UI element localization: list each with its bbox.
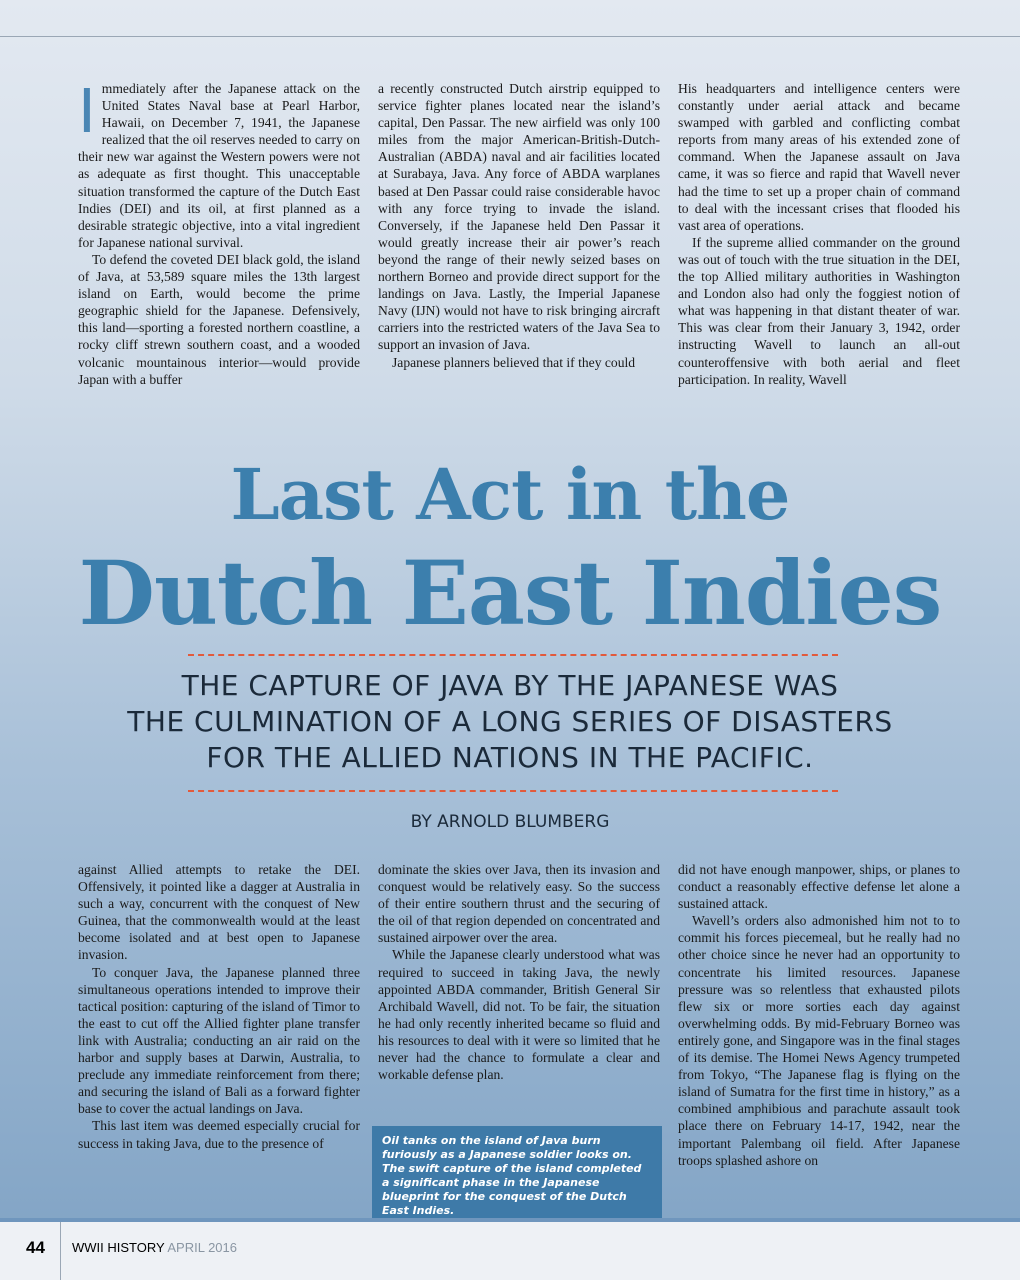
article-paragraph: did not have enough manpower, ships, or planes to conduct a reasonably effective defense let alone a sustained attack.	[678, 862, 960, 912]
top-rule	[0, 36, 1020, 37]
headline-line-2: Dutch East Indies	[78, 541, 942, 645]
article-column-top-2	[378, 80, 660, 371]
article-paragraph: Wavell’s orders also admonished him not to to commit his forces piecemeal, but he really had no other choice since he never had an opportunity to concentrate his limited resources. Japanese pressure was so relentless that exhausted pilots flew six or more sorties each day against overwhelming odds. By mid-February Borneo was entirely gone, and Singapore was in the final stages of its demise. The Homei News Agency trumpeted from Tokyo, “The Japanese flag is flying on the island of Sumatra for the first time in history,” as a combined amphibious and parachute assault took place there on February 14-17, 1942, near the important Palembang oil field. After Japanese troops splashed ashore on	[678, 913, 960, 1168]
photo-caption: Oil tanks on the island of Java burn furiously as a Japanese soldier looks on. The swift capture of the island completed a significant phase in the Japanese blueprint for the conquest of the Dutch East Indies.	[372, 1126, 662, 1218]
article-paragraph: This last item was deemed especially crucial for success in taking Java, due to the presence of	[78, 1118, 360, 1151]
article-paragraph: Japanese planners believed that if they could	[392, 354, 636, 370]
deck-line: FOR THE ALLIED NATIONS IN THE PACIFIC.	[206, 741, 814, 774]
byline: BY ARNOLD BLUMBERG	[410, 812, 610, 832]
article-column-top-1	[78, 74, 360, 388]
article-paragraph: dominate the skies over Java, then its invasion and conquest would be relatively easy. So the success of their entire southern thrust and the securing of the oil of that region depended on concentrated and sustained airpower over the area.	[378, 862, 660, 946]
article-paragraph: Immediately after the Japanese attack on the United States Naval base at Pearl Harbor, Hawaii, on December 7, 1941, the Japanese realized that the oil reserves needed to carry on their new war against the Western powers were not as adequate as first thought. This unacceptable situation transformed the capture of the Dutch East Indies (DEI) and its oil, at first planned as a desirable strategic objective, into a vital ingredient for Japanese national survival.	[78, 74, 360, 250]
article-paragraph: To conquer Java, the Japanese planned three simultaneous operations intended to improve their tactical position: capturing of the island of Timor to the east to cut off the Allied fighter plane transfer link with Australia; conducting an air raid on the harbor and supply bases at Darwin, Australia, to preclude any immediate reinforcement from there; and securing the island of Bali as a forward fighter base to cover the actual landings on Java.	[78, 964, 360, 1117]
footer-divider	[60, 1222, 61, 1280]
article-paragraph: against Allied attempts to retake the DEI. Offensively, it pointed like a dagger at Australia in such a way, concurrent with the conquest of New Guinea, that the commonwealth would at the least become isolated and at best open to Japanese invasion.	[78, 862, 360, 963]
article-column-top-3	[678, 80, 960, 388]
article-paragraph: If the supreme allied commander on the ground was out of touch with the true situation in the DEI, the top Allied military authorities in Washington and London also had only the foggiest notion of what was happening in that distant theater of war. This was clear from their January 3, 1942, order instructing Wavell to launch an all-out counteroffensive with both aerial and fleet participation. In reality, Wavell	[678, 234, 960, 387]
magazine-name: WWII HISTORY	[72, 1240, 165, 1255]
magazine-info	[72, 1240, 237, 1255]
article-paragraph: His headquarters and intelligence centers were constantly under aerial attack and became swamped with garbled and conflicting combat reports from many areas of his extended zone of command. When the Japanese assault on Java came, it was so fierce and rapid that Wavell never had the time to set up a proper chain of command to deal with the incessant crises that flooded his vast area of operations.	[678, 81, 960, 233]
page-number: 44	[26, 1238, 45, 1257]
deck-line: THE CULMINATION OF A LONG SERIES OF DISASTERS	[127, 705, 893, 738]
article-paragraph: To defend the coveted DEI black gold, the island of Java, at 53,589 square miles the 13th largest island on Earth, would become the prime geographic shield for the Japanese. Defensively, this land—sporting a forested northern coastline, a rocky cliff strewn southern coast, and a wooded volcanic mountainous interior—would provide Japan with a buffer	[78, 251, 360, 387]
article-paragraph: a recently constructed Dutch airstrip equipped to service fighter planes located near the island’s capital, Den Passar. The new airfield was only 100 miles from the major American-British-Dutch-Australian (ABDA) naval and air facilities located at Surabaya, Java. Any force of ABDA warplanes based at Den Passar could raise considerable havoc with any force trying to invade the island. Conversely, if the Japanese held Den Passar it would greatly increase their air power’s reach beyond the range of their newly seized bases on northern Borneo and provide direct support for the landings on Java. Lastly, the Imperial Japanese Navy (IJN) would not have to risk bringing aircraft carriers into the restricted waters of the Java Sea to support an invasion of Java.	[378, 81, 660, 353]
article-column-bottom-2	[378, 861, 660, 1083]
dashed-rule-top	[188, 654, 838, 656]
issue-date: APRIL 2016	[167, 1240, 237, 1255]
article-column-bottom-3	[678, 861, 960, 1169]
deck	[0, 668, 1020, 776]
article-column-bottom-1	[78, 861, 360, 1152]
deck-line: THE CAPTURE OF JAVA BY THE JAPANESE WAS	[181, 669, 839, 702]
dashed-rule-bottom	[188, 790, 838, 792]
article-paragraph: While the Japanese clearly understood what was required to succeed in taking Java, the newly appointed ABDA commander, British General Sir Archibald Wavell, did not. To be fair, the situation he had only recently inherited became so fluid and his resources to deal with it were so limited that he never had the chance to formulate a clear and workable defense plan.	[378, 947, 660, 1083]
drop-cap: I	[78, 74, 96, 146]
headline-line-1: Last Act in the	[230, 453, 790, 536]
